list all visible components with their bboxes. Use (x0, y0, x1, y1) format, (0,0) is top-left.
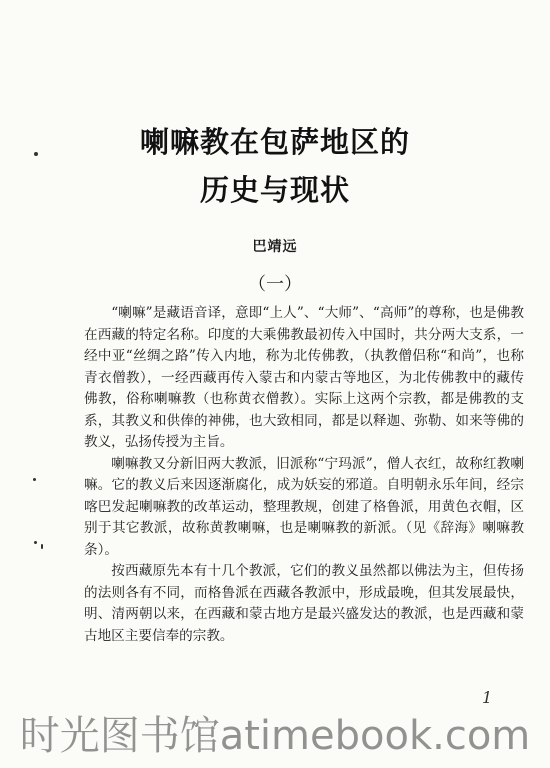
article-title-line-2: 历史与现状 (199, 173, 350, 207)
watermark-banner: 时光图书馆atimebook.com (19, 713, 531, 759)
article-author: 巴靖远 (252, 239, 298, 255)
body-paragraph-1: “喇嘛”是藏语音译，意即“上人”、“大师”、“高师”的尊称，也是佛教在西藏的特定名称。印度的大乘佛教最初传入中国时，共分两大支系，一经中亚“丝绸之路”传入内地，称为北传佛教，（执教僧侣称“和尚”，也称青衣僧教），一经西藏再传入蒙古和内蒙古等地区，为北传佛教中的藏传佛教，俗称喇嘛教（也称黄衣僧教）。实际上这两个宗教，都是佛教的支系，其教义和供俸的神佛，也大致相同，都是以释迦、弥勒、如来等佛的教义，弘扬传授为主旨。 (84, 305, 524, 450)
page-number: 1 (482, 688, 493, 707)
article-body (84, 303, 524, 647)
body-paragraph-3: 按西藏原先本有十几个教派，它们的教义虽然都以佛法为主，但传扬的法则各有不同，而格鲁派在西藏各教派中，形成最晚，但其发展最快，明、清两朝以来，在西藏和蒙古地方是最兴盛发达的教派，也是西藏和蒙古地区主要信奉的宗教。 (84, 563, 524, 644)
scan-speck (33, 478, 36, 481)
scan-speck (34, 541, 37, 544)
section-heading: （一） (248, 274, 302, 295)
body-paragraph-2: 喇嘛教又分新旧两大教派，旧派称“宁玛派”，僧人衣红，故称红教喇嘛。它的教义后来因逐渐腐化，成为妖妄的邪道。自明朝永乐年间，经宗喀巴发起喇嘛教的改革运动，整理教规，创建了格鲁派，用黄色衣帽，区别于其它教派，故称黄教喇嘛，也是喇嘛教的新派。（见《辞海》喇嘛教条）。 (84, 455, 524, 558)
scan-speck (41, 544, 43, 549)
article-title-line-1: 喇嘛教在包萨地区的 (139, 125, 410, 159)
